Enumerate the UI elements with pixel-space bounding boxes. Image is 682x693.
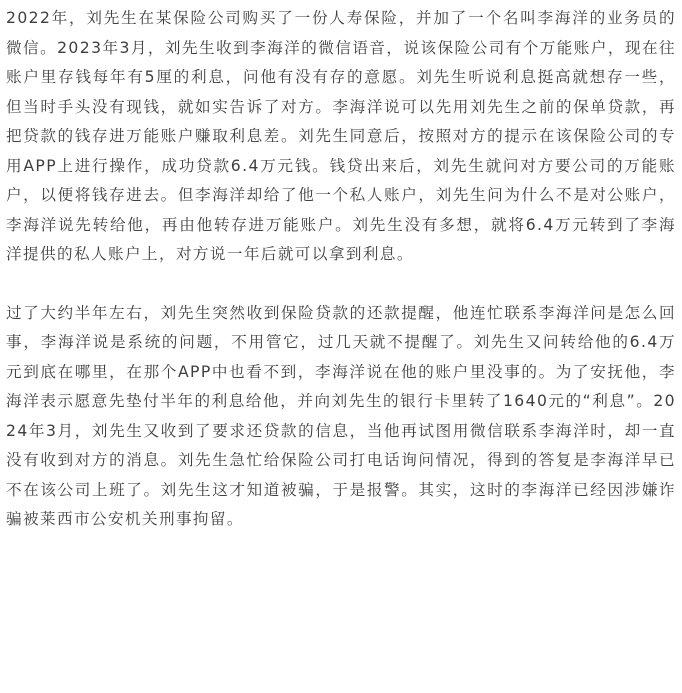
paragraph-2: 过了大约半年左右，刘先生突然收到保险贷款的还款提醒，他连忙联系李海洋问是怎么回事，李海洋说是系统的问题，不用管它，过几天就不提醒了。刘先生又问转给他的6.4万元到底在哪里，在那个APP中也看不到，李海洋说在他的账户里没事的。为了安抚他，李海洋表示愿意先垫付半年的利息给他，并向刘先生的银行卡里转了1640元的“利息”。2024年3月，刘先生又收到了要求还贷款的信息，当他再试图用微信联系李海洋时，却一直没有收到对方的消息。刘先生急忙给保险公司打电话询问情况，得到的答复是李海洋早已不在该公司上班了。刘先生这才知道被骗，于是报警。其实，这时的李海洋已经因涉嫌诈骗被莱西市公安机关刑事拘留。 (6, 303, 676, 528)
paragraph-1: 2022年，刘先生在某保险公司购买了一份人寿保险，并加了一个名叫李海洋的业务员的微信。2023年3月，刘先生收到李海洋的微信语音，说该保险公司有个万能账户，现在往账户里存钱每年有5厘的利息，问他有没有存的意愿。刘先生听说利息挺高就想存一些，但当时手头没有现钱，就如实告诉了对方。李海洋说可以先用刘先生之前的保单贷款，再把贷款的钱存进万能账户赚取利息差。刘先生同意后，按照对方的提示在该保险公司的专用APP上进行操作，成功贷款6.4万元钱。钱贷出来后，刘先生就问对方要公司的万能账户，以便将钱存进去。但李海洋却给了他一个私人账户，刘先生问为什么不是对公账户，李海洋说先转给他，再由他转存进万能账户。刘先生没有多想，就将6.4万元转到了李海洋提供的私人账户上，对方说一年后就可以拿到利息。 (6, 9, 676, 263)
